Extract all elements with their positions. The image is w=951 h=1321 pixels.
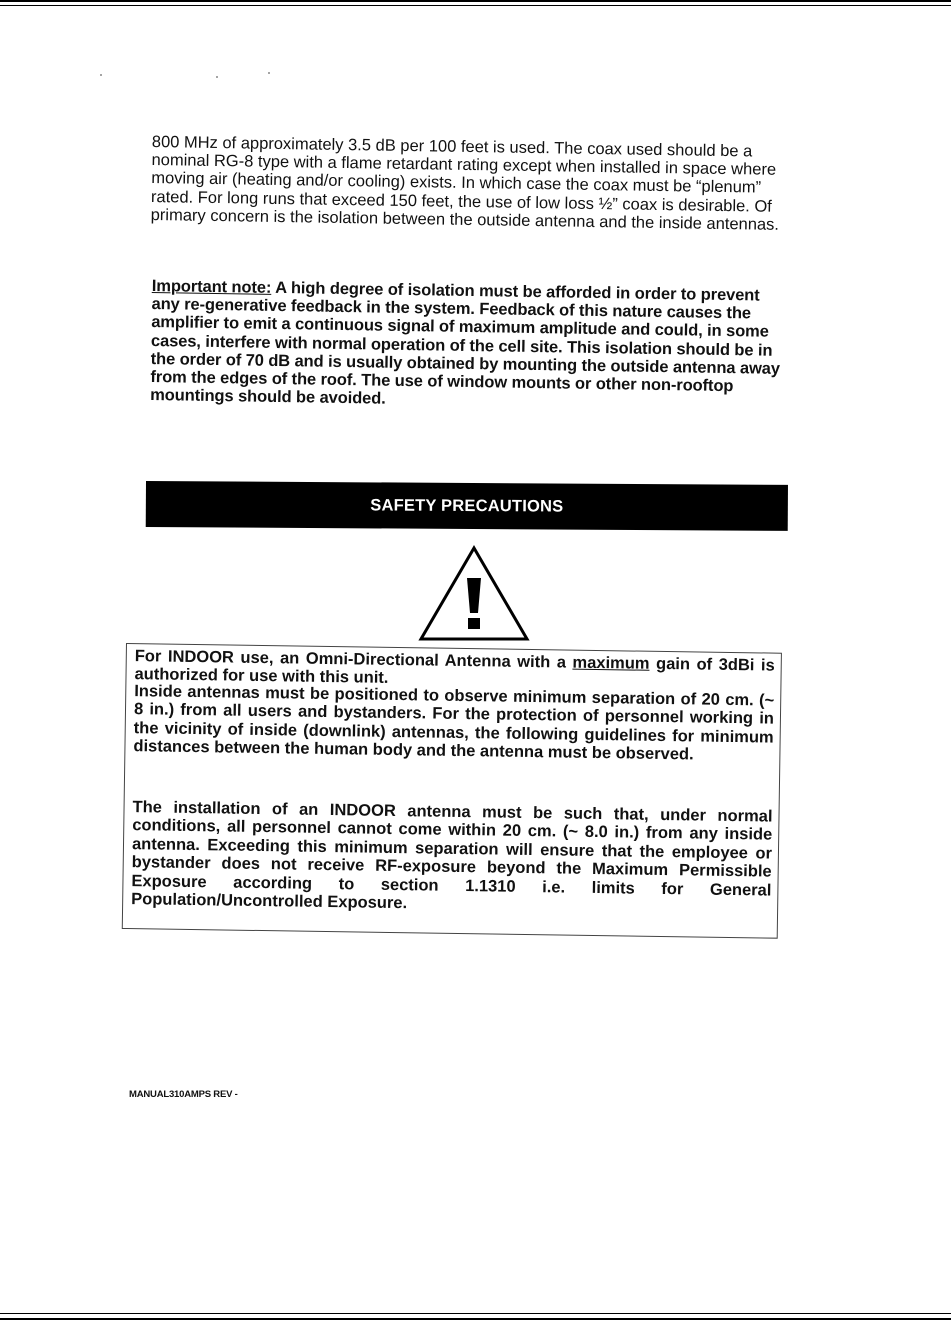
important-note-lead: Important note:: [151, 277, 272, 297]
antenna-gain-before: For INDOOR use, an Omni-Directional Antenna with a: [134, 647, 573, 672]
speck: [268, 72, 270, 74]
antenna-gain-underlined: maximum: [572, 653, 650, 673]
speck: [216, 76, 218, 78]
scan-specks: [100, 72, 300, 82]
bottom-rule-thick: [0, 1318, 951, 1320]
bottom-rule-thin: [0, 1313, 951, 1314]
top-rule-thin: [0, 5, 951, 6]
antenna-gain-after: gain of 3dBi is authorized for use with this unit.: [134, 654, 775, 688]
body-paragraph: 800 MHz of approximately 3.5 dB per 100 feet is used. The coax used should be a nominal RG-8 type with a flame retardant rating except when installed in space where moving air (heating and/or cooling) exists. In which case the coax must be “plenum” rated. For long runs that exceed 150 feet, the use of low loss ½” coax is desirable. Of primary concern is the isolation between the outside antenna and the inside antennas.: [150, 133, 780, 234]
safety-precautions-banner: SAFETY PRECAUTIONS: [146, 481, 788, 531]
top-rule-thick: [0, 0, 951, 2]
rf-exposure-notice-box: [122, 643, 782, 939]
speck: [100, 74, 102, 76]
exclamation-triangle-icon: [418, 545, 530, 642]
important-note-paragraph: [150, 277, 784, 414]
installation-notice: The installation of an INDOOR antenna must be such that, under normal conditions, all personnel cannot come within 20 cm. (~ 8.0 in.) from any inside antenna. Exceeding this minimum separation will ensure that the employee or bystander does not receive RF-exposure beyond the Maximum Permissible Exposure according to section 1.1310 i.e. limits for General Population/Uncontrolled Exposure.: [131, 798, 773, 913]
separation-notice: Inside antennas must be positioned to observe minimum separation of 20 cm. (~ 8 in.) from all users and bystanders. For the protection of personnel working in the vicinity of inside (downlink) antennas, the following guidelines for minimum distances between the human body and the antenna must be observed.: [133, 682, 775, 764]
important-note-text: A high degree of isolation must be afforded in order to prevent any re-generative feedback in the system. Feedback of this nature causes the amplifier to emit a continuous signal of maximum amplitude and could, in some cases, interfere with normal operation of the cell site. This isolation should be in the order of 70 dB and is usually obtained by mounting the outside antenna away from the edges of the roof. The use of window mounts or other non-rooftop mountings should be avoided.: [150, 278, 781, 408]
footer-manual-label: MANUAL310AMPS REV -: [129, 1089, 238, 1100]
